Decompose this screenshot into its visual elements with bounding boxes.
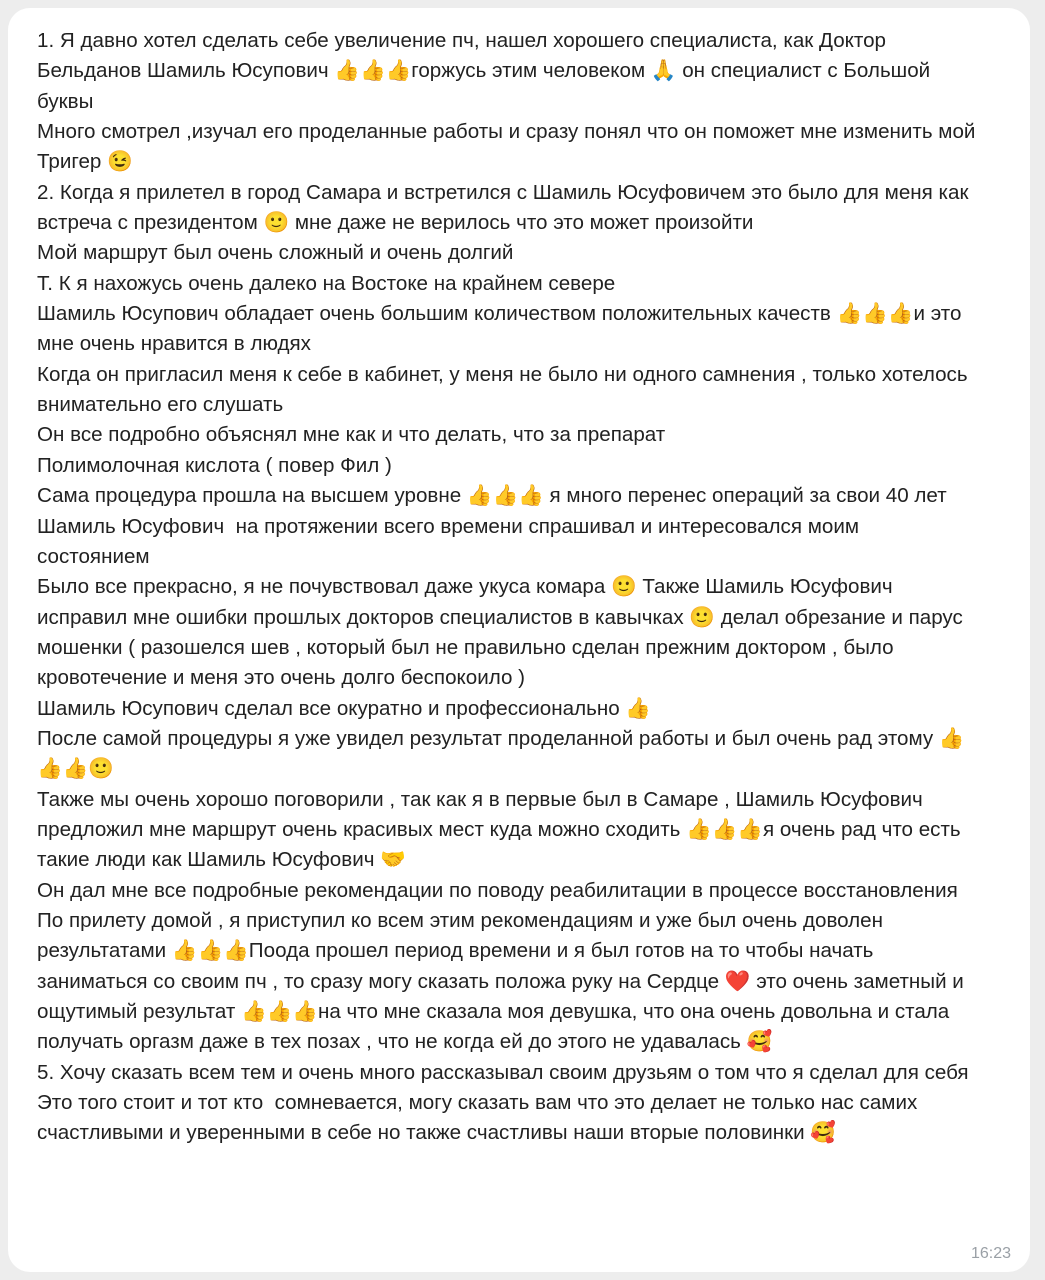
message-bubble[interactable]: [8, 8, 1030, 1272]
message-timestamp: 16:23: [970, 1245, 1011, 1262]
message-text: 1. Я давно хотел сделать себе увеличение пч, нашел хорошего специалиста, как Доктор Бельданов Шамиль Юсупович 👍👍👍горжусь этим человеком 🙏 он специалист с Большой буквы Много смотрел ,изучал его проделанные работы и сразу понял что он поможет мне изменить мой Тригер 😉 2. Когда я прилетел в город Самара и встретился с Шамиль Юсуфовичем это было для меня как встреча с президентом 🙂 мне даже не верилось что это может произойти Мой маршрут был очень сложный и очень долгий Т. К я нахожусь очень далеко на Востоке на крайнем севере Шамиль Юсупович обладает очень большим количеством положительных качеств 👍👍👍и это мне очень нравится в людях Когда он пригласил меня к себе в кабинет, у меня не было ни одного самнения , только хотелось внимательно его слушать Он все подробно объяснял мне как и что делать, что за препарат Полимолочная кислота ( повер Фил ) Сама процедура прошла на высшем уровне 👍👍👍 я много перенес операций за свои 40 лет Шамиль Юсуфович на протяжении всего времени спрашивал и интересовался моим состоянием Было все прекрасно, я не почувствовал даже укуса комара 🙂 Также Шамиль Юсуфович исправил мне ошибки прошлых докторов специалистов в кавычках 🙂 делал обрезание и парус мошенки ( разошелся шев , который был не правильно сделан прежним доктором , было кровотечение и меня это очень долго беспокоило ) Шамиль Юсупович сделал все окуратно и профессионально 👍 После самой процедуры я уже увидел результат проделанной работы и был очень рад этому 👍👍👍🙂 Также мы очень хорошо поговорили , так как я в первые был в Самаре , Шамиль Юсуфович предложил мне маршрут очень красивых мест куда можно сходить 👍👍👍я очень рад что есть такие люди как Шамиль Юсуфович 🤝 Он дал мне все подробные рекомендации по поводу реабилитации в процессе восстановления По прилету домой , я приступил ко всем этим рекомендациям и уже был очень доволен результатами 👍👍👍Поода прошел период времени и я был готов на то чтобы начать заниматься со своим пч , то сразу могу сказать положа руку на Сердце ❤️ это очень заметный и ощутимый результат 👍👍👍на что мне сказала моя девушка, что она очень довольна и стала получать оргазм даже в тех позах , что не когда ей до этого не удавалась 🥰 5. Хочу сказать всем тем и очень много рассказывал своим друзьям о том что я сделал для себя Это того стоит и тот кто сомневается, могу сказать вам что это делает не только нас самих счастливыми и уверенными в себе но также счастливы наши вторые половинки 🥰: [37, 29, 976, 1145]
